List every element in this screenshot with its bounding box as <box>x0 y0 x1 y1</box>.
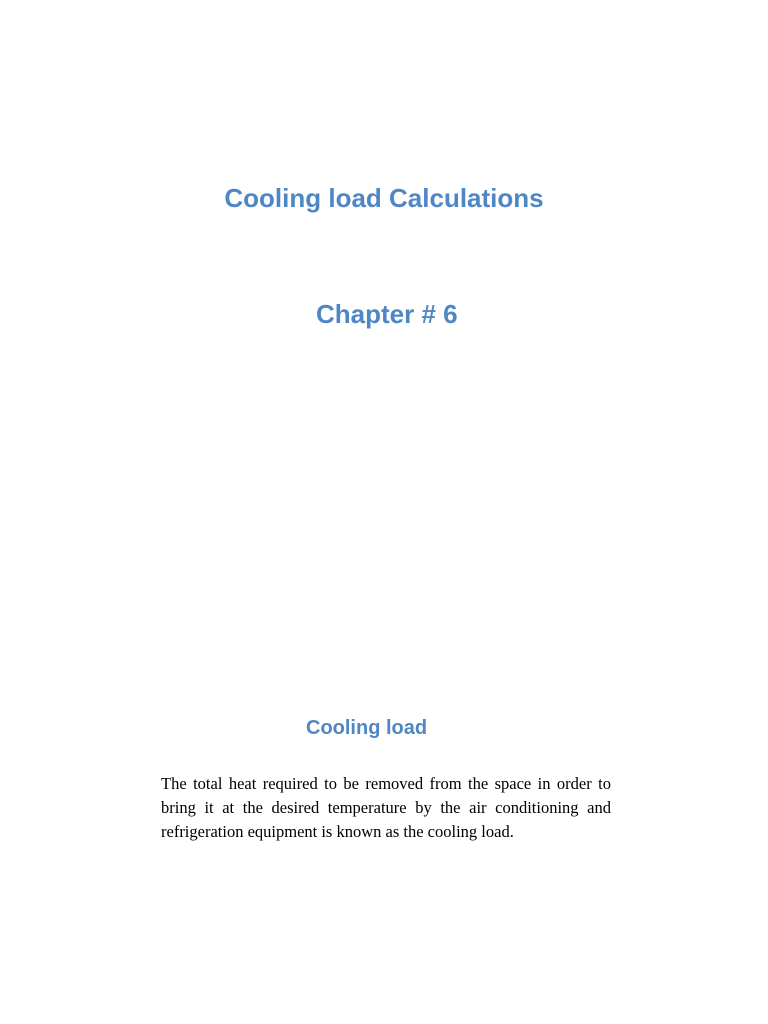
chapter-title: Chapter # 6 <box>316 299 458 329</box>
document-title: Cooling load Calculations <box>224 183 544 213</box>
body-paragraph: The total heat required to be removed from the space in order to bring it at the desired temperature by the air conditioning and refrigeration equipment is known as the cooling load. <box>161 774 611 841</box>
section-heading: Cooling load <box>306 717 428 739</box>
